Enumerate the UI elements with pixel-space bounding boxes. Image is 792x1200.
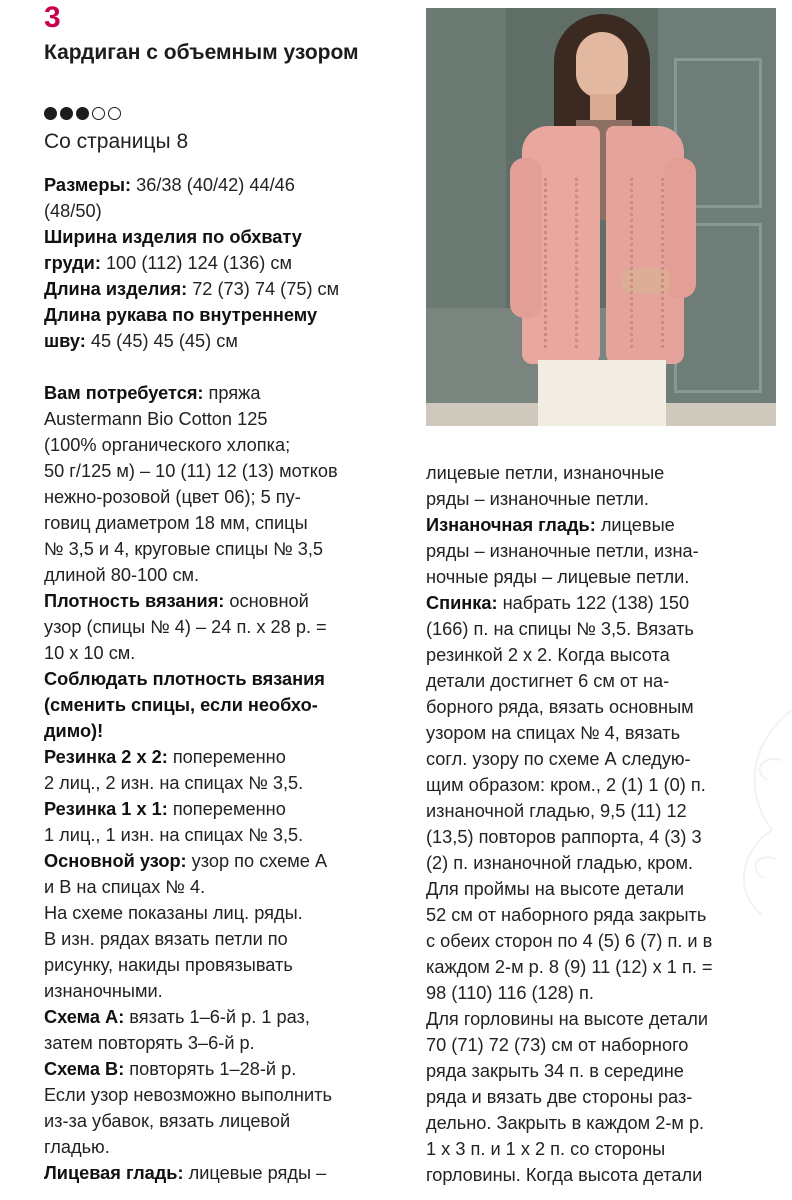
text-line: [44, 952, 414, 978]
difficulty-dot-empty: [92, 107, 105, 120]
text-line: [426, 928, 792, 954]
text-line: [426, 1110, 792, 1136]
bold-term: Размеры:: [44, 175, 132, 195]
bold-term: Резинка 2 х 2:: [44, 747, 168, 767]
pattern-number: 3: [44, 1, 61, 34]
text-line: [44, 250, 414, 276]
text-line: [44, 198, 414, 224]
body-text: попеременно: [167, 799, 286, 819]
text-line: [44, 822, 414, 848]
body-text: попеременно: [167, 747, 286, 767]
body-text: рисунку, накиды провязывать: [44, 955, 293, 975]
text-line: [44, 640, 414, 666]
text-line: [426, 954, 792, 980]
bold-term: Лицевая гладь:: [44, 1163, 184, 1183]
text-line: [426, 512, 792, 538]
bold-term: Длина изделия:: [44, 279, 188, 299]
body-text: 45 (45) 45 (45) см: [85, 331, 238, 351]
text-line: [426, 902, 792, 928]
body-text: повторять 1–28-й р.: [124, 1059, 297, 1079]
body-text: пряжа: [203, 383, 261, 403]
text-line: [426, 980, 792, 1006]
text-line: [426, 1006, 792, 1032]
text-line: [426, 772, 792, 798]
text-line: [426, 564, 792, 590]
difficulty-dot-filled: [60, 107, 73, 120]
difficulty-dot-filled: [76, 107, 89, 120]
text-line: [44, 510, 414, 536]
text-line: [44, 848, 414, 874]
text-line: [426, 590, 792, 616]
body-text: с обеих сторон по 4 (5) 6 (7) п. и в: [426, 931, 713, 951]
body-text: № 3,5 и 4, круговые спицы № 3,5: [44, 539, 324, 559]
text-line: [426, 1084, 792, 1110]
body-text: 1 лиц., 1 изн. на спицах № 3,5.: [44, 825, 304, 845]
text-line: [426, 1136, 792, 1162]
body-text: 100 (112) 124 (136) см: [100, 253, 293, 273]
text-line: [426, 486, 792, 512]
bold-term: Вам потребуется:: [44, 383, 204, 403]
body-text: 36/38 (40/42) 44/46: [131, 175, 295, 195]
text-line: [426, 642, 792, 668]
text-line: [44, 770, 414, 796]
text-line: [44, 588, 414, 614]
body-text: резинкой 2 х 2. Когда высота: [426, 645, 670, 665]
body-text: дельно. Закрыть в каждом 2-м р.: [426, 1113, 705, 1133]
text-line: [426, 798, 792, 824]
text-line: [44, 874, 414, 900]
text-line: [426, 850, 792, 876]
body-text: 72 (73) 74 (75) см: [187, 279, 340, 299]
body-text: ночные ряды – лицевые петли.: [426, 567, 690, 587]
text-line: [44, 692, 414, 718]
photo-cable-left: [544, 178, 578, 348]
text-line: [426, 616, 792, 642]
text-line: [44, 1134, 414, 1160]
body-text: На схеме показаны лиц. ряды.: [44, 903, 303, 923]
body-text: и В на спицах № 4.: [44, 877, 206, 897]
body-text: щим образом: кром., 2 (1) 1 (0) п.: [426, 775, 706, 795]
text-line: [44, 1160, 414, 1186]
body-text: 50 г/125 м) – 10 (11) 12 (13) мотков: [44, 461, 338, 481]
text-line: [426, 746, 792, 772]
body-text: 2 лиц., 2 изн. на спицах № 3,5.: [44, 773, 304, 793]
body-text: 70 (71) 72 (73) см от наборного: [426, 1035, 689, 1055]
bold-term: Длина рукава по внутреннему: [44, 305, 318, 325]
text-line: [44, 1056, 414, 1082]
body-text: ряды – изнаночные петли.: [426, 489, 649, 509]
bold-term: Соблюдать плотность вязания: [44, 669, 325, 689]
pattern-title: Кардиган с объемным узором: [44, 41, 359, 64]
text-line: [44, 1082, 414, 1108]
model-photo: [426, 8, 776, 426]
body-text: ряды – изнаночные петли, изна-: [426, 541, 699, 561]
bold-term: димо)!: [44, 721, 104, 741]
body-text: из-за убавок, вязать лицевой: [44, 1111, 291, 1131]
body-text: детали достигнет 6 см от на-: [426, 671, 670, 691]
body-text: ряда и вязать две стороны раз-: [426, 1087, 693, 1107]
bold-term: Ширина изделия по обхвату: [44, 227, 302, 247]
body-text: (166) п. на спицы № 3,5. Вязать: [426, 619, 694, 639]
body-text: В изн. рядах вязать петли по: [44, 929, 288, 949]
difficulty-rating: [44, 104, 121, 122]
body-text: основной: [224, 591, 309, 611]
text-column-left: [44, 172, 414, 1186]
body-text: 10 х 10 см.: [44, 643, 136, 663]
text-line: [44, 796, 414, 822]
photo-face: [576, 32, 628, 98]
text-line: [426, 668, 792, 694]
text-line: [44, 978, 414, 1004]
body-text: изнаночной гладью, 9,5 (11) 12: [426, 801, 687, 821]
text-line: [426, 824, 792, 850]
text-line: [44, 744, 414, 770]
bold-term: шву:: [44, 331, 86, 351]
text-line: [44, 1004, 414, 1030]
text-line: [44, 172, 414, 198]
text-line: [426, 538, 792, 564]
body-text: набрать 122 (138) 150: [497, 593, 690, 613]
body-text: лицевые ряды –: [183, 1163, 327, 1183]
body-text: горловины. Когда высота детали: [426, 1165, 703, 1185]
body-text: Если узор невозможно выполнить: [44, 1085, 332, 1105]
text-line: [426, 1032, 792, 1058]
text-line: [44, 484, 414, 510]
body-text: борного ряда, вязать основным: [426, 697, 694, 717]
text-line: [44, 328, 414, 354]
text-line: [426, 460, 792, 486]
text-line: [44, 458, 414, 484]
bold-term: Резинка 1 х 1:: [44, 799, 168, 819]
text-line: [426, 720, 792, 746]
body-text: (48/50): [44, 201, 102, 221]
bold-term: Спинка:: [426, 593, 498, 613]
bold-term: Плотность вязания:: [44, 591, 225, 611]
text-line: [44, 380, 414, 406]
body-text: гладью.: [44, 1137, 110, 1157]
body-text: Для проймы на высоте детали: [426, 879, 685, 899]
text-line: [44, 432, 414, 458]
bold-term: Основной узор:: [44, 851, 187, 871]
body-text: вязать 1–6-й р. 1 раз,: [124, 1007, 310, 1027]
body-text: говиц диаметром 18 мм, спицы: [44, 513, 308, 533]
body-text: (13,5) повторов раппорта, 4 (3) 3: [426, 827, 702, 847]
paragraph-gap: [44, 354, 414, 380]
text-line: [44, 614, 414, 640]
text-line: [44, 666, 414, 692]
photo-trousers: [538, 360, 666, 426]
text-line: [44, 926, 414, 952]
body-text: каждом 2-м р. 8 (9) 11 (12) х 1 п. =: [426, 957, 713, 977]
body-text: лицевые петли, изнаночные: [426, 463, 665, 483]
body-text: Для горловины на высоте детали: [426, 1009, 708, 1029]
text-line: [426, 694, 792, 720]
text-line: [44, 406, 414, 432]
photo-cable-right: [630, 178, 664, 348]
body-text: затем повторять 3–6-й р.: [44, 1033, 255, 1053]
body-text: согл. узору по схеме А следую-: [426, 749, 691, 769]
body-text: 98 (110) 116 (128) п.: [426, 983, 594, 1003]
body-text: длиной 80-100 см.: [44, 565, 200, 585]
body-text: 1 х 3 п. и 1 х 2 п. со стороны: [426, 1139, 666, 1159]
body-text: (2) п. изнаночной гладью, кром.: [426, 853, 694, 873]
difficulty-dot-filled: [44, 107, 57, 120]
body-text: изнаночными.: [44, 981, 163, 1001]
body-text: Austermann Bio Cotton 125: [44, 409, 268, 429]
text-line: [44, 536, 414, 562]
body-text: узор (спицы № 4) – 24 п. х 28 р. =: [44, 617, 327, 637]
body-text: 52 см от наборного ряда закрыть: [426, 905, 707, 925]
bold-term: Схема В:: [44, 1059, 125, 1079]
text-line: [44, 276, 414, 302]
text-line: [44, 302, 414, 328]
bold-term: Схема А:: [44, 1007, 125, 1027]
text-line: [426, 876, 792, 902]
body-text: (100% органического хлопка;: [44, 435, 291, 455]
text-line: [426, 1058, 792, 1084]
bold-term: (сменить спицы, если необхо-: [44, 695, 318, 715]
body-text: узор по схеме А: [186, 851, 328, 871]
text-line: [44, 718, 414, 744]
bold-term: груди:: [44, 253, 101, 273]
body-text: нежно-розовой (цвет 06); 5 пу-: [44, 487, 301, 507]
source-page-reference: Со страницы 8: [44, 130, 189, 153]
text-column-right: [426, 460, 792, 1188]
body-text: узором на спицах № 4, вязать: [426, 723, 681, 743]
photo-sleeve-left: [510, 158, 542, 318]
text-line: [44, 900, 414, 926]
text-line: [44, 1030, 414, 1056]
body-text: ряда закрыть 34 п. в середине: [426, 1061, 684, 1081]
body-text: лицевые: [595, 515, 675, 535]
bold-term: Изнаночная гладь:: [426, 515, 596, 535]
text-line: [44, 1108, 414, 1134]
text-line: [44, 562, 414, 588]
text-line: [426, 1162, 792, 1188]
difficulty-dot-empty: [108, 107, 121, 120]
text-line: [44, 224, 414, 250]
